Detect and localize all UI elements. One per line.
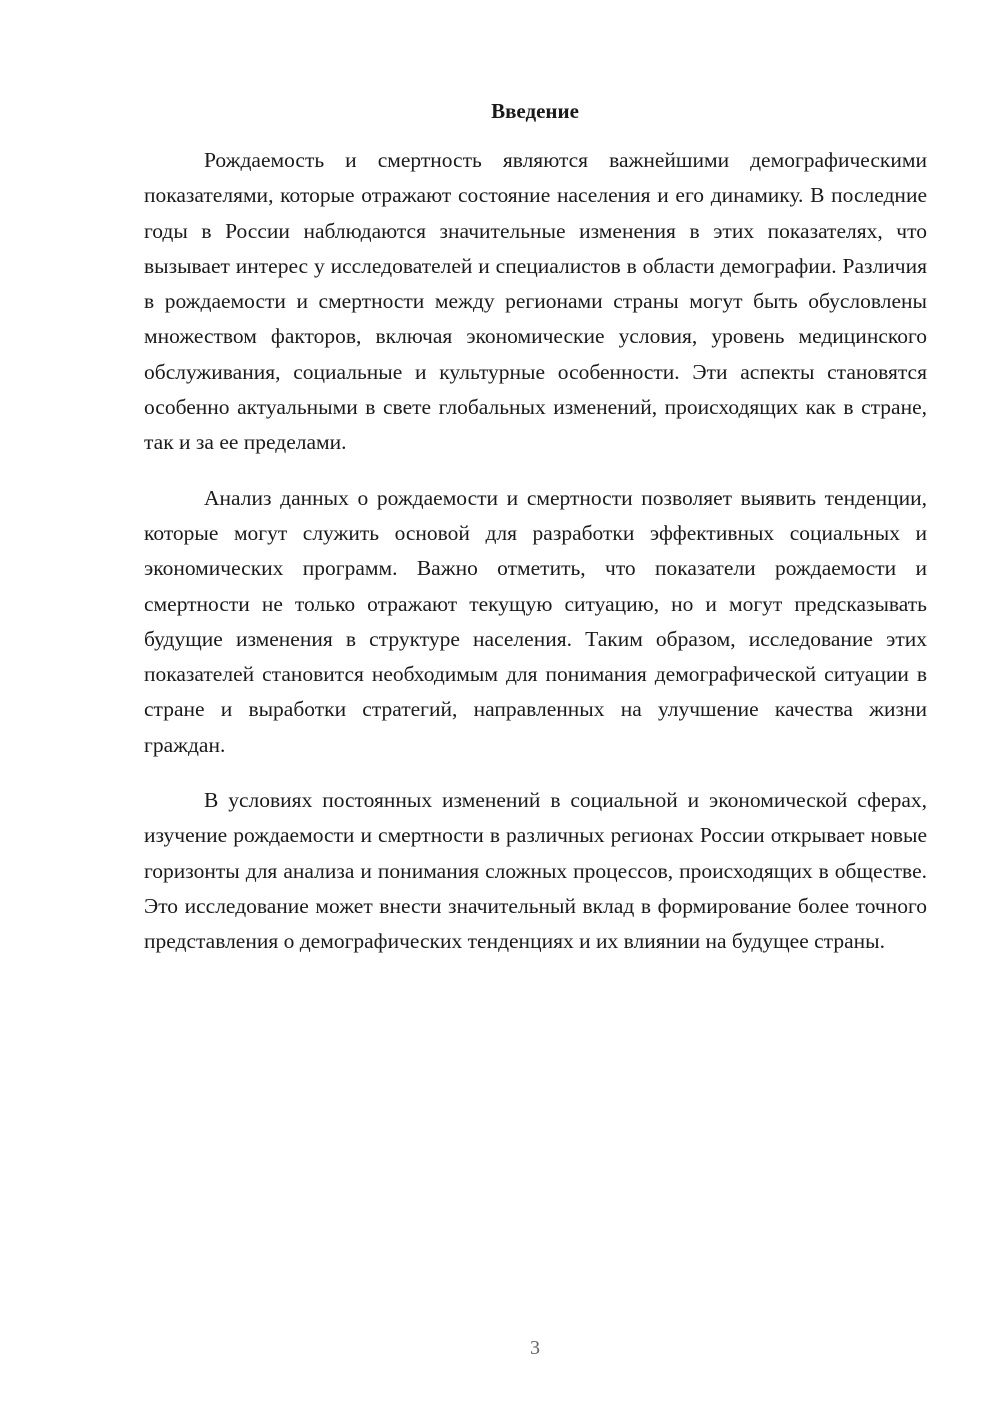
paragraph-1: Рождаемость и смертность являются важнейшими демографическими показателями, которые отражают состояние населения и его динамику. В последние годы в России наблюдаются значительные изменения в этих показателях, что вызывает интерес у исследователей и специалистов в области демографии. Различия в рождаемости и смертности между регионами страны могут быть обусловлены множеством факторов, включая экономические условия, уровень медицинского обслуживания, социальные и культурные особенности. Эти аспекты становятся особенно актуальными в свете глобальных изменений, происходящих как в стране, так и за ее пределами. — [144, 148, 927, 455]
page-number: 3 — [530, 1337, 540, 1359]
body-text — [144, 143, 927, 960]
paragraph-2: Анализ данных о рождаемости и смертности позволяет выявить тенденции, которые могут служить основой для разработки эффективных социальных и экономических программ. Важно отметить, что показатели рождаемости и смертности не только отражают текущую ситуацию, но и могут предсказывать будущие изменения в структуре населения. Таким образом, исследование этих показателей становится необходимым для понимания демографической ситуации в стране и выработки стратегий, направленных на улучшение качества жизни граждан. — [144, 485, 927, 757]
section-heading: Введение — [491, 99, 579, 123]
paragraph-3: В условиях постоянных изменений в социальной и экономической сферах, изучение рождаемости и смертности в различных регионах России открывает новые горизонты для анализа и понимания сложных процессов, происходящих в обществе. Это исследование может внести значительный вклад в формирование более точного представления о демографических тенденциях и их влиянии на будущее страны. — [144, 788, 927, 954]
